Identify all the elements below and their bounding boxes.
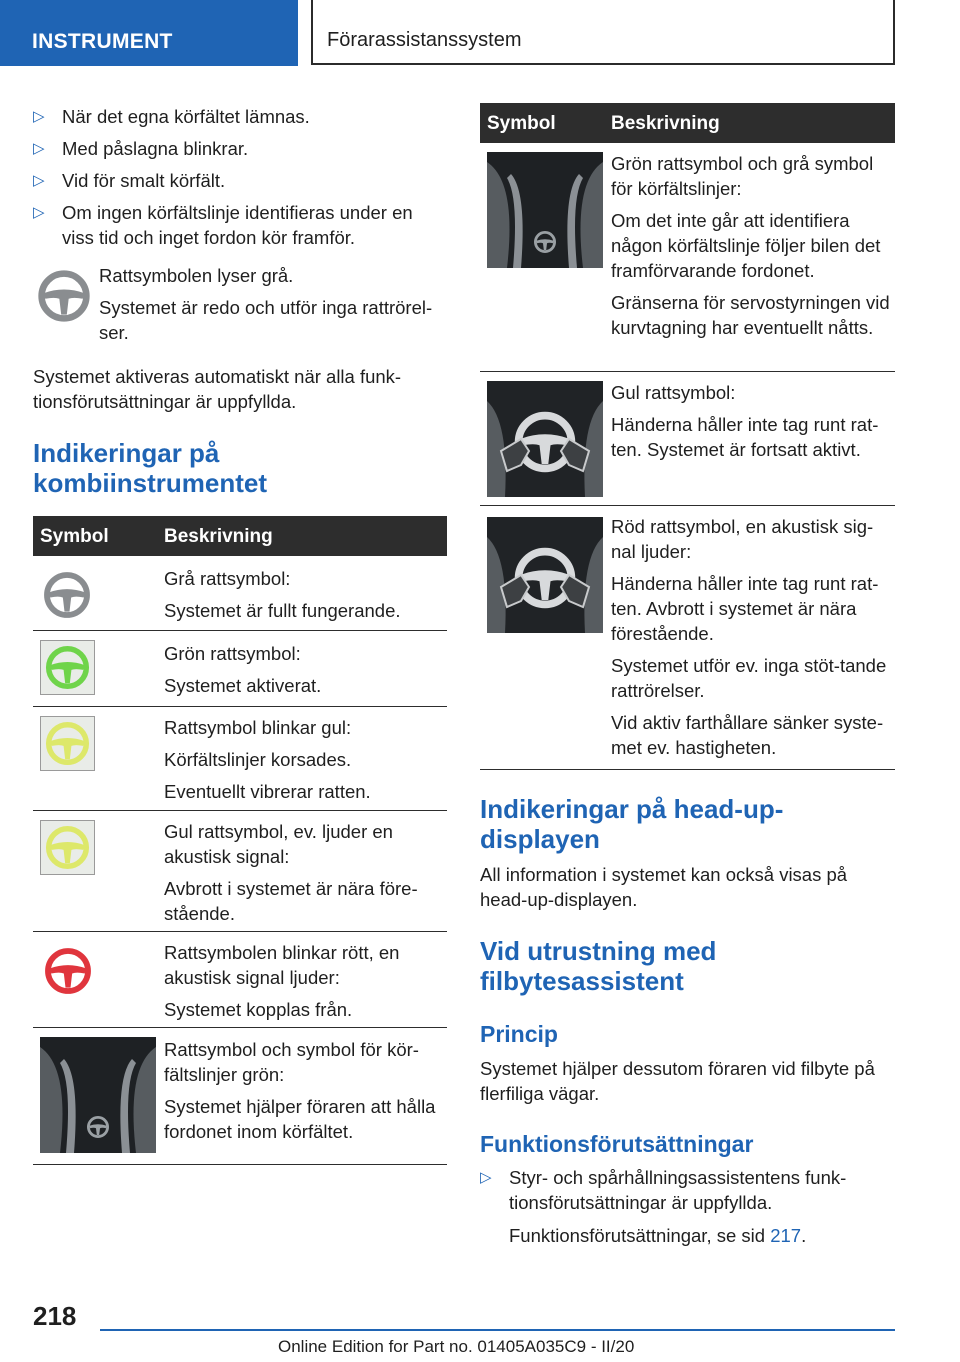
triangle-bullet-icon: ▷ — [33, 108, 45, 125]
description-line: Systemet utför ev. inga stöt-tande rattrörelser. — [611, 655, 887, 701]
edition-label: Online Edition for Part no. 01405A035C9 - II/20 — [278, 1337, 635, 1356]
cross-reference — [509, 1223, 889, 1248]
description-line: Händerna håller inte tag runt rat-ten. Avbrott i systemet är nära förestående. — [611, 573, 879, 644]
page-header — [0, 0, 960, 66]
grey-steering-wheel-icon — [36, 268, 92, 324]
description-line: Grön rattsymbol: — [164, 643, 301, 664]
description-line: Systemet kopplas från. — [164, 999, 353, 1020]
description-line: Gul rattsymbol, ev. ljuder en akustisk signal: — [164, 821, 393, 867]
list-item — [33, 200, 443, 250]
table-row — [33, 932, 447, 1028]
inline-note — [99, 263, 449, 345]
description-line: Rattsymbol och symbol för kör-fältslinjer grön: — [164, 1039, 419, 1085]
row-description — [164, 715, 444, 804]
subsection-heading: Funktionsförutsättningar — [480, 1131, 754, 1157]
table-row — [33, 631, 447, 707]
note-line: Systemet är redo och utför inga rattrörel-ser. — [99, 297, 433, 343]
description-line: Systemet är fullt fungerande. — [164, 600, 401, 621]
row-description — [164, 940, 434, 1022]
paragraph: All information i systemet kan också visas på head-up-displayen. — [480, 864, 848, 910]
description-line: Vid aktiv farthållare sänker syste-met ev. hastigheten. — [611, 712, 884, 758]
row-description — [611, 151, 893, 340]
page-number: 218 — [33, 1301, 77, 1331]
list-item — [33, 136, 447, 161]
green-steering-wheel-icon — [44, 644, 91, 691]
table-row — [480, 506, 895, 770]
list-item-text: Med påslagna blinkrar. — [62, 138, 249, 159]
reference-text: Funktionsförutsättningar, se sid — [509, 1225, 771, 1246]
row-description — [611, 514, 893, 760]
description-line: Körfältslinjer korsades. — [164, 749, 352, 770]
hands-on-wheel-icon — [487, 381, 603, 497]
section-tab[interactable] — [0, 0, 298, 66]
description-line: Systemet hjälper föraren att hålla fordonet inom körfältet. — [164, 1096, 436, 1142]
description-line: Rattsymbolen blinkar rött, en akustisk signal ljuder: — [164, 942, 400, 988]
list-item — [33, 168, 447, 193]
description-line: Gul rattsymbol: — [611, 382, 736, 403]
list-item-text: Om ingen körfältslinje identifieras under en viss tid och inget fordon kör framför. — [62, 202, 413, 248]
description-line: Grå rattsymbol: — [164, 568, 291, 589]
list-item — [33, 104, 447, 129]
description-line: Röd rattsymbol, en akustisk sig-nal ljuder: — [611, 516, 874, 562]
paragraph: Systemet aktiveras automatiskt när alla funk-tionsförutsättningar är uppfyllda. — [33, 366, 402, 412]
subsection-heading: Princip — [480, 1021, 558, 1047]
grey-steering-wheel-icon — [42, 570, 92, 620]
row-description — [611, 380, 893, 462]
column-header-description: Beskrivning — [164, 526, 273, 547]
column-header-description: Beskrivning — [611, 113, 720, 134]
icon-frame — [40, 716, 95, 771]
list-item-text: Vid för smalt körfält. — [62, 170, 226, 191]
note-line: Rattsymbolen lyser grå. — [99, 265, 294, 286]
icon-frame — [40, 820, 95, 875]
table-row — [33, 556, 447, 631]
yellow-steering-wheel-icon — [44, 720, 91, 767]
red-steering-wheel-icon — [43, 946, 93, 996]
description-line: Grön rattsymbol och grå symbol för körfältslinjer: — [611, 153, 874, 199]
description-line: Gränserna för servostyrningen vid kurvtagning har eventuellt nåtts. — [611, 292, 890, 338]
description-line: Rattsymbol blinkar gul: — [164, 717, 352, 738]
column-header-symbol: Symbol — [40, 526, 109, 547]
page-link[interactable]: 217 — [770, 1225, 802, 1246]
description-line: Eventuellt vibrerar ratten. — [164, 781, 371, 802]
triangle-bullet-icon: ▷ — [33, 172, 45, 189]
table-row — [33, 811, 447, 932]
section-heading: Indikeringar på kombiinstrumentet — [33, 438, 268, 498]
column-header-symbol: Symbol — [487, 113, 556, 134]
yellow-steering-wheel-icon — [44, 824, 91, 871]
row-description — [164, 641, 444, 698]
section-title: INSTRUMENT — [32, 30, 173, 53]
list-item-text: När det egna körfältet lämnas. — [62, 106, 310, 127]
chapter-title: Förarassistanssystem — [327, 29, 522, 51]
description-line: Avbrott i systemet är nära före-stående. — [164, 878, 418, 924]
reference-end: . — [801, 1225, 807, 1246]
table-row — [480, 372, 895, 506]
list-item-text: Styr- och spårhållningsassistentens funk-tionsförutsättningar är uppfyllda. — [509, 1167, 847, 1213]
table-header — [480, 103, 895, 143]
lane-steering-wheel-icon — [487, 152, 603, 268]
triangle-bullet-icon: ▷ — [33, 204, 45, 221]
description-line: Om det inte går att identifiera någon körfältslinje följer bilen det framförvarande fordonet. — [611, 210, 881, 281]
description-line: Systemet aktiverat. — [164, 675, 322, 696]
table-row — [480, 143, 895, 372]
row-description — [164, 819, 434, 926]
icon-frame — [40, 640, 95, 695]
section-heading: Vid utrustning med filbytesassistent — [480, 936, 717, 996]
footer-divider — [100, 1329, 895, 1331]
section-heading: Indikeringar på head-up-displayen — [480, 794, 784, 854]
triangle-bullet-icon: ▷ — [33, 140, 45, 157]
lane-steering-wheel-icon — [40, 1037, 156, 1153]
table-row — [33, 1028, 447, 1165]
hands-on-wheel-icon — [487, 517, 603, 633]
row-description — [164, 566, 444, 623]
chapter-tab[interactable] — [311, 0, 895, 65]
list-item — [480, 1165, 880, 1215]
paragraph: Systemet hjälper dessutom föraren vid filbyte på flerfiliga vägar. — [480, 1058, 875, 1104]
table-row — [33, 707, 447, 811]
table-header — [33, 516, 447, 556]
description-line: Händerna håller inte tag runt rat-ten. Systemet är fortsatt aktivt. — [611, 414, 879, 460]
triangle-bullet-icon: ▷ — [480, 1169, 492, 1186]
row-description — [164, 1037, 444, 1144]
